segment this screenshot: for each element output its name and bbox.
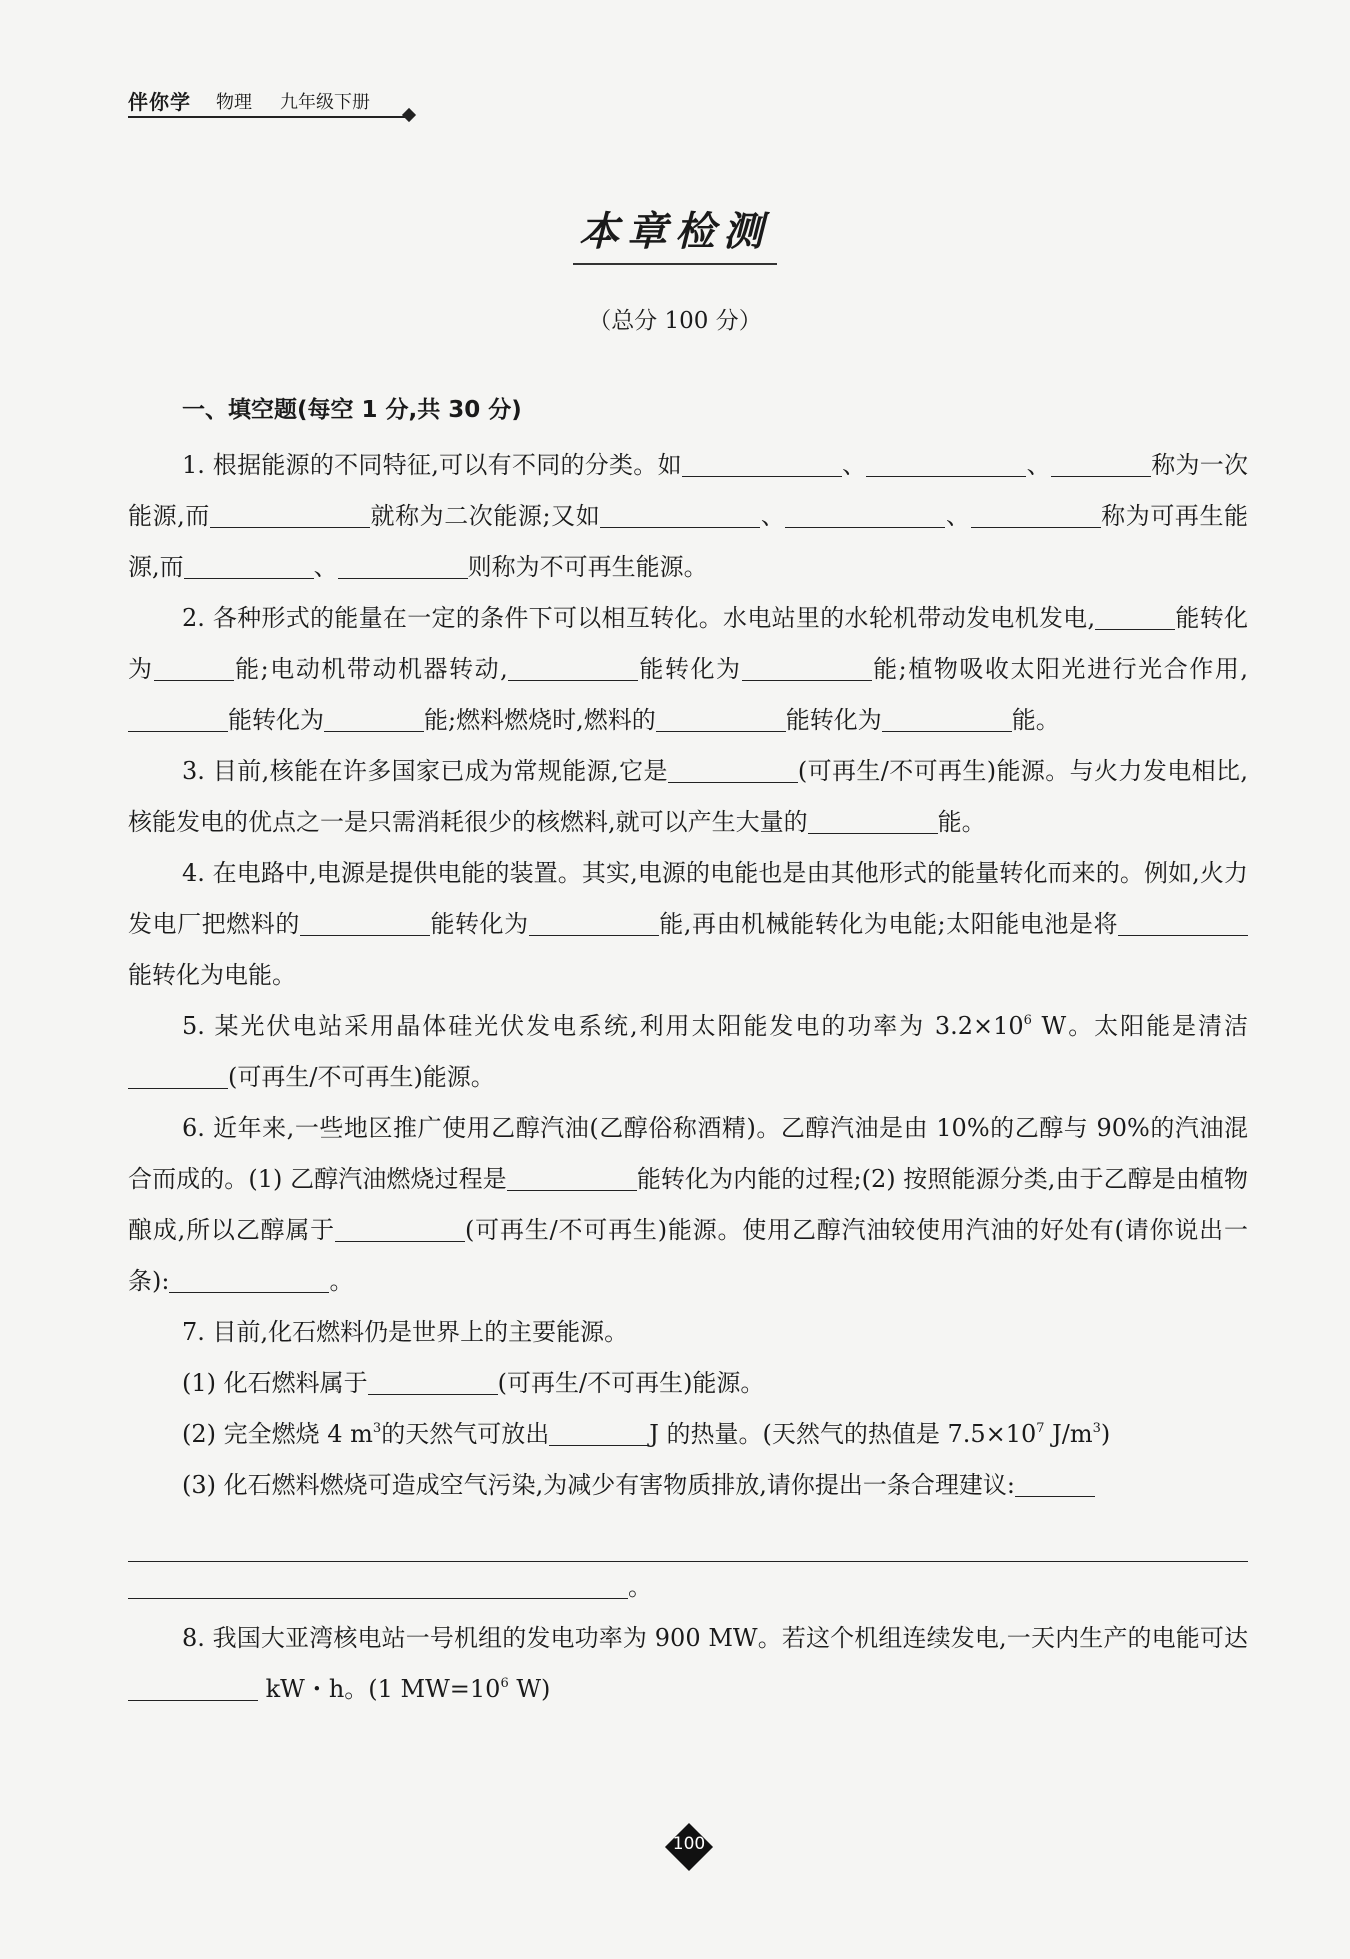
answer-blank[interactable] [971, 499, 1101, 528]
chapter-title-block [0, 200, 1350, 265]
total-score: （总分 100 分） [588, 308, 762, 334]
question-7-part-1: (1) 化石燃料属于 (可再生/不可再生)能源。 [128, 1358, 1248, 1409]
header-grade: 九年级下册 [280, 92, 370, 113]
question-7-part-3: (3) 化石燃料燃烧可造成空气污染,为减少有害物质排放,请你提出一条合理建议: [128, 1460, 1248, 1511]
question-4: 4. 在电路中,电源是提供电能的装置。其实,电源的电能也是由其他形式的能量转化而来的。例如,火力发电厂把燃料的 能转化为 能,再由机械能转化为电能;太阳能电池是将能转化为电能。 [128, 859, 1248, 989]
question-6: 6. 近年来,一些地区推广使用乙醇汽油(乙醇俗称酒精)。乙醇汽油是由 10%的乙醇与 90%的汽油混合而成的。(1) 乙醇汽油燃烧过程是 能转化为内能的过程;(2) 按照能源分类,由于乙醇是由植物酿成,所以乙醇属于 (可再生/不可再生)能源。使用乙醇汽油较使用汽油的好处有(请你说出一条): 。 [128, 1114, 1248, 1295]
answer-blank[interactable] [300, 907, 430, 936]
answer-blank[interactable] [668, 754, 798, 783]
page-number: 100 [672, 1834, 706, 1854]
answer-blank[interactable] [682, 448, 842, 477]
chapter-title: 本章检测 [573, 200, 777, 265]
answer-blank[interactable] [335, 1213, 465, 1242]
answer-blank[interactable] [128, 703, 228, 732]
answer-blank[interactable] [549, 1417, 649, 1446]
answer-blank[interactable] [600, 499, 760, 528]
section-title: 一、填空题(每空 1 分,共 30 分) [182, 397, 522, 423]
question-content [128, 390, 1248, 1715]
answer-blank[interactable] [785, 499, 945, 528]
answer-blank[interactable] [1095, 601, 1175, 630]
answer-blank[interactable] [368, 1366, 498, 1395]
answer-blank[interactable] [882, 703, 1012, 732]
answer-blank[interactable] [808, 805, 938, 834]
answer-blank[interactable] [1051, 448, 1151, 477]
answer-blank[interactable] [656, 703, 786, 732]
question-7: 7. 目前,化石燃料仍是世界上的主要能源。 [182, 1318, 629, 1346]
answer-blank[interactable] [742, 652, 872, 681]
header-subject: 物理 [216, 92, 252, 113]
answer-line-end: 。 [128, 1562, 1248, 1613]
question-3: 3. 目前,核能在许多国家已成为常规能源,它是 (可再生/不可再生)能源。与火力发电相比,核能发电的优点之一是只需消耗很少的核燃料,就可以产生大量的 能。 [128, 746, 1248, 848]
question-1: 1. 根据能源的不同特征,可以有不同的分类。如 、 、 称为一次能源,而 就称为二次能源;又如 、 、 称为可再生能源,而 、 则称为不可再生能源。 [128, 440, 1248, 593]
header-diamond-icon [402, 108, 416, 122]
answer-blank[interactable] [507, 1162, 637, 1191]
page-number-badge [666, 1824, 712, 1870]
header-brand: 伴你学 [128, 90, 191, 114]
answer-blank[interactable] [128, 1060, 228, 1089]
answer-blank[interactable] [508, 652, 638, 681]
question-2: 2. 各种形式的能量在一定的条件下可以相互转化。水电站里的水轮机带动发电机发电, 能转化为 能;电动机带动机器转动, 能转化为 能;植物吸收太阳光进行光合作用,能转化为 能;燃料燃烧时,燃料的 能转化为 能。 [128, 593, 1248, 746]
answer-blank[interactable] [154, 652, 234, 681]
question-5: 5. 某光伏电站采用晶体硅光伏发电系统,利用太阳能发电的功率为 $3.2\times 10^6$ W。太阳能是清洁(可再生/不可再生)能源。 [128, 1001, 1248, 1103]
answer-blank[interactable] [529, 907, 659, 936]
answer-line[interactable] [128, 1511, 1248, 1562]
answer-blank[interactable] [1118, 907, 1248, 936]
answer-blank[interactable] [1015, 1468, 1095, 1497]
answer-blank[interactable] [324, 703, 424, 732]
answer-blank[interactable] [866, 448, 1026, 477]
answer-line[interactable] [128, 1568, 628, 1599]
question-7-part-2: (2) 完全燃烧 4 $m^3$的天然气可放出 J 的热量。(天然气的热值是 $7.5\times 10^7$ $J/m^3$) [128, 1409, 1248, 1460]
answer-blank[interactable] [169, 1264, 329, 1293]
answer-blank[interactable] [210, 499, 370, 528]
header-rule [128, 116, 408, 118]
answer-blank[interactable] [184, 550, 314, 579]
question-8: 8. 我国大亚湾核电站一号机组的发电功率为 900 MW。若这个机组连续发电,一天内生产的电能可达 kW・h。(1 $MW=10^6$ W) [128, 1613, 1248, 1715]
answer-blank[interactable] [338, 550, 468, 579]
answer-blank[interactable] [128, 1672, 258, 1701]
running-header [128, 84, 418, 118]
